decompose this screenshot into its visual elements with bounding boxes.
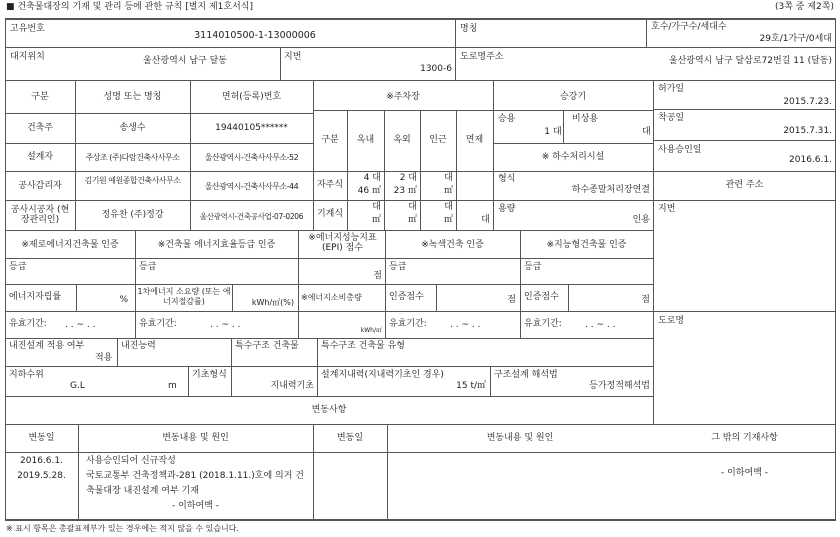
smart-cert-title: ※지능형건축물 인증	[546, 240, 627, 250]
foundation-value: 지내력기초	[270, 381, 314, 391]
green-score-label: 인증점수	[389, 292, 424, 302]
permit-date-label: 허가일	[658, 84, 685, 94]
parking-title: ※주차장	[386, 92, 420, 102]
people-name: 송생수	[119, 123, 146, 133]
unique-no-value: 3114010500-1-13000006	[194, 30, 316, 41]
lot-label: 지번	[284, 52, 302, 62]
permit-date-value: 2015.7.23.	[783, 97, 832, 107]
groundwater-gl: G.L	[70, 381, 85, 391]
parking-col: 면제	[465, 135, 484, 145]
road-value: 울산광역시 남구 달삼로72번길 11 (달동)	[668, 56, 832, 66]
elevator-passenger-value: 1	[544, 127, 550, 137]
parking-row-type: 자주식	[316, 180, 344, 190]
bearing-value: 15 t/㎡	[456, 381, 486, 391]
smart-score-label: 인증점수	[524, 292, 559, 302]
elevator-emergency-unit: 대	[642, 127, 651, 137]
lot-value: 1300-6	[420, 64, 452, 74]
people-name: 정유찬 (주)정강	[101, 210, 164, 220]
self-rate-label: 에너지자립률	[9, 292, 62, 302]
groundwater-label: 지하수위	[9, 370, 44, 380]
zero-energy-cert-title: ※제로에너지건축물 인증	[21, 240, 119, 250]
household-label: 호수/가구수/세대수	[651, 22, 727, 32]
people-col-type: 구분	[31, 92, 49, 102]
efficiency-grade-label: 등급	[139, 262, 157, 272]
change-content: 국토교통부 건축정책과-281 (2018.1.11.)호에 의거 건	[86, 471, 304, 481]
zero-energy-valid-value: . . ~ . .	[65, 320, 96, 330]
green-score-unit: 점	[507, 295, 516, 305]
primary-energy-label: 1차에너지 소요량 (또는 에너지절감률)	[137, 287, 231, 306]
other-items-col: 그 밖의 기재사항	[711, 433, 778, 443]
related-address-title: 관련 주소	[725, 180, 764, 190]
efficiency-valid-value: . . ~ . .	[210, 320, 241, 330]
people-type: 공사시공자 (현장관리인)	[10, 205, 70, 225]
smart-score-unit: 점	[641, 295, 650, 305]
parking-row-type: 기계식	[316, 209, 344, 219]
elevator-passenger-label: 승용	[498, 114, 516, 124]
parking-outdoor: 대	[408, 202, 417, 212]
parking-col: 구분	[321, 135, 339, 145]
parking-near: 대	[444, 173, 453, 183]
people-type: 공사감리자	[18, 181, 62, 191]
special-structure-type-label: 특수구조 건축물 유형	[321, 341, 405, 351]
unique-no-label: 고유번호	[10, 24, 45, 34]
parking-outdoor-area: 23 ㎡	[393, 186, 417, 196]
people-license: 울산광역시-건축공사업-07-0206	[199, 212, 304, 221]
parking-indoor-area: ㎡	[371, 215, 381, 225]
location-value: 울산광역시 남구 달동	[143, 56, 227, 66]
changes-content-col: 변동내용 및 원인	[162, 433, 229, 443]
groundwater-unit: m	[168, 381, 177, 391]
start-date-value: 2015.7.31.	[783, 126, 832, 136]
people-col-license: 면허(등록)번호	[221, 92, 282, 102]
related-road-label: 도로명	[658, 316, 685, 326]
design-method-value: 등가정적해석법	[589, 381, 650, 391]
parking-near-area: ㎡	[443, 215, 453, 225]
efficiency-valid-label: 유효기간:	[139, 319, 177, 329]
energy-use-label: ※에너지소비총량	[301, 293, 362, 302]
approval-date-label: 사용승인일	[658, 145, 702, 155]
elevator-unit: 대	[553, 127, 562, 137]
zero-energy-valid-label: 유효기간:	[9, 319, 47, 329]
parking-outdoor-area: ㎡	[407, 215, 417, 225]
foundation-label: 기초형식	[192, 370, 227, 380]
energy-use-unit: kWh/㎡	[360, 327, 382, 334]
people-license: 19440105******	[215, 123, 288, 133]
special-structure-label: 특수구조 건축물	[235, 341, 299, 351]
change-date: 2019.5.28.	[17, 471, 66, 481]
change-date: 2016.6.1.	[20, 456, 63, 466]
parking-near: 대	[444, 202, 453, 212]
people-type: 건축주	[26, 123, 54, 133]
approval-date-value: 2016.6.1.	[789, 155, 832, 165]
related-lot-label: 지번	[658, 204, 676, 214]
efficiency-cert-title: ※건축물 에너지효율등급 인증	[157, 240, 276, 250]
parking-indoor-area: 46 ㎡	[357, 186, 381, 196]
change-content: 사용승인되어 신규작성	[86, 456, 176, 466]
smart-valid-value: . . ~ . .	[585, 320, 616, 330]
changes-title: 변동사항	[311, 405, 347, 415]
seismic-capacity-label: 내진능력	[121, 341, 156, 351]
start-date-label: 착공일	[658, 113, 685, 123]
parking-col: 옥외	[393, 135, 411, 145]
sewage-type-value: 하수종말처리장연결	[571, 185, 650, 195]
seismic-design-value: 적용	[95, 353, 113, 363]
parking-col: 옥내	[356, 135, 375, 145]
sewage-title: ※ 하수처리시설	[541, 152, 605, 162]
changes-content-col-2: 변동내용 및 원인	[486, 433, 554, 443]
self-rate-unit: %	[119, 295, 128, 305]
elevator-title: 승강기	[559, 92, 587, 102]
sewage-type-label: 형식	[498, 174, 516, 184]
parking-near-area: ㎡	[443, 186, 453, 196]
seismic-design-label: 내진설계 적용 여부	[9, 341, 85, 351]
form-title: ■ 건축물대장의 기재 및 관리 등에 관한 규칙 [별지 제1호서식]	[6, 2, 253, 12]
name-label: 명칭	[460, 24, 478, 34]
change-content-end: - 이하여백 -	[172, 501, 219, 511]
green-grade-label: 등급	[389, 262, 407, 272]
parking-exempt: 대	[481, 215, 490, 225]
changes-date-col-2: 변동일	[336, 433, 364, 443]
smart-valid-label: 유효기간:	[524, 319, 562, 329]
footer-note: ※ 표시 항목은 총괄표제부가 있는 경우에는 적지 않을 수 있습니다.	[6, 524, 240, 533]
location-label: 대지위치	[10, 52, 45, 62]
epi-score-title: ※에너지성능지표(EPI) 점수	[308, 233, 377, 253]
people-col-name: 성명 또는 명칭	[103, 92, 162, 102]
sewage-capacity-value: 인용	[632, 215, 650, 225]
primary-energy-unit: kWh/㎡(%)	[251, 298, 294, 307]
people-name: 김기원 예원종합건축사사무소	[84, 176, 181, 185]
people-license: 울산광역시-건축사사무소-52	[204, 153, 299, 162]
people-name: 주상조 (주)다람건축사사무소	[85, 153, 180, 162]
parking-outdoor: 2 대	[399, 173, 417, 183]
green-valid-label: 유효기간:	[389, 319, 427, 329]
household-value: 29호/1가구/0세대	[759, 34, 832, 44]
parking-indoor: 4 대	[363, 173, 381, 183]
parking-indoor: 대	[372, 202, 381, 212]
elevator-emergency-label: 비상용	[572, 114, 599, 124]
design-method-label: 구조설계 해석법	[494, 370, 558, 380]
green-cert-title: ※녹색건축 인증	[421, 240, 484, 250]
sewage-capacity-label: 용량	[498, 204, 516, 214]
changes-date-col: 변동일	[28, 433, 55, 443]
parking-col: 인근	[429, 135, 447, 145]
smart-grade-label: 등급	[524, 262, 542, 272]
change-content: 축물대장 내진설계 여부 기재	[86, 486, 199, 496]
zero-energy-grade-label: 등급	[9, 262, 27, 272]
other-items-value: - 이하여백 -	[721, 468, 768, 478]
green-valid-value: . . ~ . .	[450, 320, 481, 330]
epi-score-unit: 점	[373, 271, 382, 281]
bearing-label: 설계지내력(지내력기초인 경우)	[321, 370, 444, 380]
people-type: 설계자	[26, 152, 54, 162]
people-license: 울산광역시-건축사사무소-44	[204, 182, 299, 191]
page-indicator: (3쪽 중 제2쪽)	[775, 2, 834, 12]
road-label: 도로명주소	[460, 52, 504, 62]
